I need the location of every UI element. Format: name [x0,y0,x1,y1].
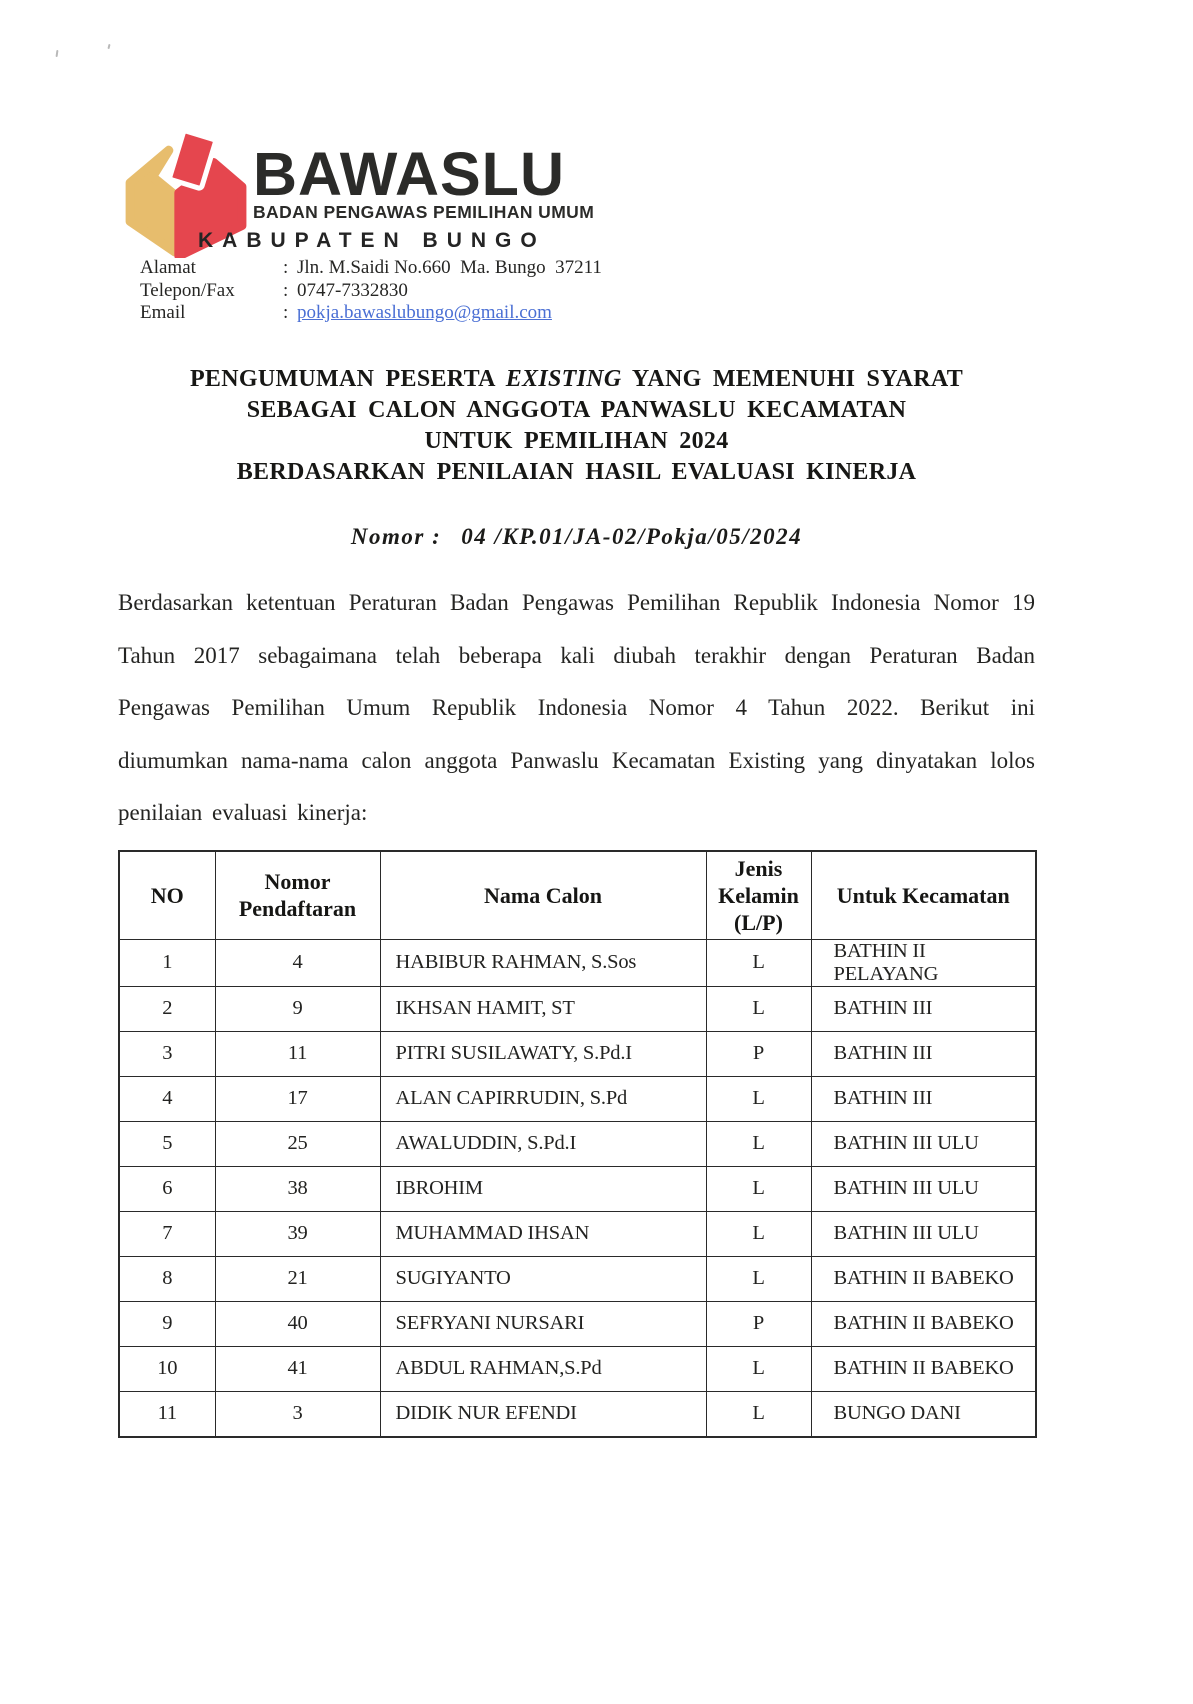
cell-kecamatan: BATHIN II BABEKO [811,1301,1036,1346]
title-line-1-post: YANG MEMENUHI SYARAT [621,366,964,392]
cell-no: 6 [119,1166,215,1211]
title-line-1-pre: PENGUMUMAN PESERTA [189,366,506,392]
title-line-3: UNTUK PEMILIHAN 2024 [424,428,729,454]
table-row [119,1256,1036,1301]
table-body [119,939,1036,1437]
org-subtitle: BADAN PENGAWAS PEMILIHAN UMUM [253,202,595,222]
title-line-4: BERDASARKAN PENILAIAN HASIL EVALUASI KINERJA [236,459,917,485]
cell-kecamatan: BATHIN III [811,986,1036,1031]
contact-value-address: Jln. M.Saidi No.660 Ma. Bungo 37211 [297,257,602,278]
contact-label: Email [140,302,186,323]
cell-kecamatan: BATHIN III ULU [811,1211,1036,1256]
cell-no: 2 [119,986,215,1031]
cell-jenis-kelamin: P [706,1301,811,1346]
cell-nama-calon: IKHSAN HAMIT, ST [380,986,706,1031]
cell-nomor-pendaftaran: 25 [215,1121,380,1166]
candidates-table [118,850,1037,1438]
title-line-1-italic: EXISTING [505,366,622,392]
org-region: KABUPATEN BUNGO [198,229,546,252]
cell-nama-calon: IBROHIM [380,1166,706,1211]
table-row [119,1166,1036,1211]
table-row [119,1346,1036,1391]
table-row [119,939,1036,986]
cell-jenis-kelamin: L [706,1211,811,1256]
contact-row-email [140,302,602,325]
cell-nomor-pendaftaran: 9 [215,986,380,1031]
cell-nama-calon: PITRI SUSILAWATY, S.Pd.I [380,1031,706,1076]
document-number-label: Nomor : [350,524,442,549]
cell-nomor-pendaftaran: 40 [215,1301,380,1346]
cell-jenis-kelamin: L [706,1346,811,1391]
cell-nomor-pendaftaran: 11 [215,1031,380,1076]
table-row [119,1121,1036,1166]
cell-nomor-pendaftaran: 39 [215,1211,380,1256]
cell-nama-calon: ABDUL RAHMAN,S.Pd [380,1346,706,1391]
table-row [119,1031,1036,1076]
table-row [119,1301,1036,1346]
cell-jenis-kelamin: L [706,1256,811,1301]
contact-separator: : [283,279,289,301]
document-body [118,364,1035,1438]
contact-separator: : [283,257,289,278]
org-name: BAWASLU [253,140,565,208]
cell-no: 11 [119,1391,215,1437]
cell-kecamatan: BATHIN III [811,1076,1036,1121]
contact-row-telepon [140,280,602,303]
cell-nomor-pendaftaran: 21 [215,1256,380,1301]
cell-nama-calon: MUHAMMAD IHSAN [380,1211,706,1256]
contact-block [140,257,602,325]
cell-jenis-kelamin: L [706,1121,811,1166]
header-nama-calon: Nama Calon [380,851,706,940]
table-row [119,1211,1036,1256]
header-nomor-pendaftaran: Nomor Pendaftaran [215,851,380,940]
contact-value-phone: 0747-7332830 [297,279,408,301]
cell-kecamatan: BATHIN III ULU [811,1166,1036,1211]
cell-no: 7 [119,1211,215,1256]
cell-no: 4 [119,1076,215,1121]
cell-kecamatan: BATHIN III ULU [811,1121,1036,1166]
cell-jenis-kelamin: L [706,1391,811,1437]
cell-kecamatan: BATHIN II BABEKO [811,1256,1036,1301]
header-untuk-kecamatan: Untuk Kecamatan [811,851,1036,940]
contact-label: Telepon/Fax [140,279,235,301]
cell-no: 10 [119,1346,215,1391]
title-line-1 [118,364,1035,395]
contact-label: Alamat [140,257,196,278]
cell-no: 9 [119,1301,215,1346]
cell-no: 8 [119,1256,215,1301]
header-jenis-kelamin: Jenis Kelamin (L/P) [706,851,811,940]
document-title [118,364,1035,488]
cell-nomor-pendaftaran: 17 [215,1076,380,1121]
cell-no: 1 [119,939,215,986]
cell-kecamatan: BATHIN II BABEKO [811,1346,1036,1391]
contact-separator: : [283,302,289,323]
email-link[interactable]: pokja.bawaslubungo@gmail.com [297,302,552,323]
cell-nama-calon: SUGIYANTO [380,1256,706,1301]
cell-jenis-kelamin: L [706,986,811,1031]
document-number-value: 04 /KP.01/JA-02/Pokja/05/2024 [461,524,803,549]
cell-nomor-pendaftaran: 4 [215,939,380,986]
cell-jenis-kelamin: L [706,939,811,986]
contact-row-alamat [140,257,602,280]
table-header [119,851,1036,940]
cell-nama-calon: HABIBUR RAHMAN, S.Sos [380,939,706,986]
cell-jenis-kelamin: L [706,1166,811,1211]
cell-kecamatan: BATHIN III [811,1031,1036,1076]
letterhead-brand [253,140,595,222]
table-row [119,1076,1036,1121]
scan-artifact [56,50,59,57]
cell-kecamatan: BUNGO DANI [811,1391,1036,1437]
table-row [119,986,1036,1031]
document-number [118,524,1035,550]
cell-no: 3 [119,1031,215,1076]
cell-no: 5 [119,1121,215,1166]
cell-nama-calon: ALAN CAPIRRUDIN, S.Pd [380,1076,706,1121]
title-line-2: SEBAGAI CALON ANGGOTA PANWASLU KECAMATAN [246,397,907,423]
body-paragraph: Berdasarkan ketentuan Peraturan Badan Pengawas Pemilihan Republik Indonesia Nomor 19 Tahun 2017 sebagaimana telah beberapa kali diubah terakhir dengan Peraturan Badan Pengawas Pemilihan Umum Republik Indonesia Nomor 4 Tahun 2022. Berikut ini diumumkan nama-nama calon anggota Panwaslu Kecamatan Existing yang dinyatakan lolos penilaian evaluasi kinerja: [118,590,1035,825]
cell-nama-calon: DIDIK NUR EFENDI [380,1391,706,1437]
cell-nomor-pendaftaran: 38 [215,1166,380,1211]
scan-artifact [107,44,110,49]
cell-kecamatan: BATHIN II PELAYANG [811,939,1036,986]
cell-nama-calon: AWALUDDIN, S.Pd.I [380,1121,706,1166]
header-no: NO [119,851,215,940]
cell-nomor-pendaftaran: 3 [215,1391,380,1437]
cell-nomor-pendaftaran: 41 [215,1346,380,1391]
table-row [119,1391,1036,1437]
cell-jenis-kelamin: L [706,1076,811,1121]
table-header-row [119,851,1036,940]
cell-jenis-kelamin: P [706,1031,811,1076]
cell-nama-calon: SEFRYANI NURSARI [380,1301,706,1346]
